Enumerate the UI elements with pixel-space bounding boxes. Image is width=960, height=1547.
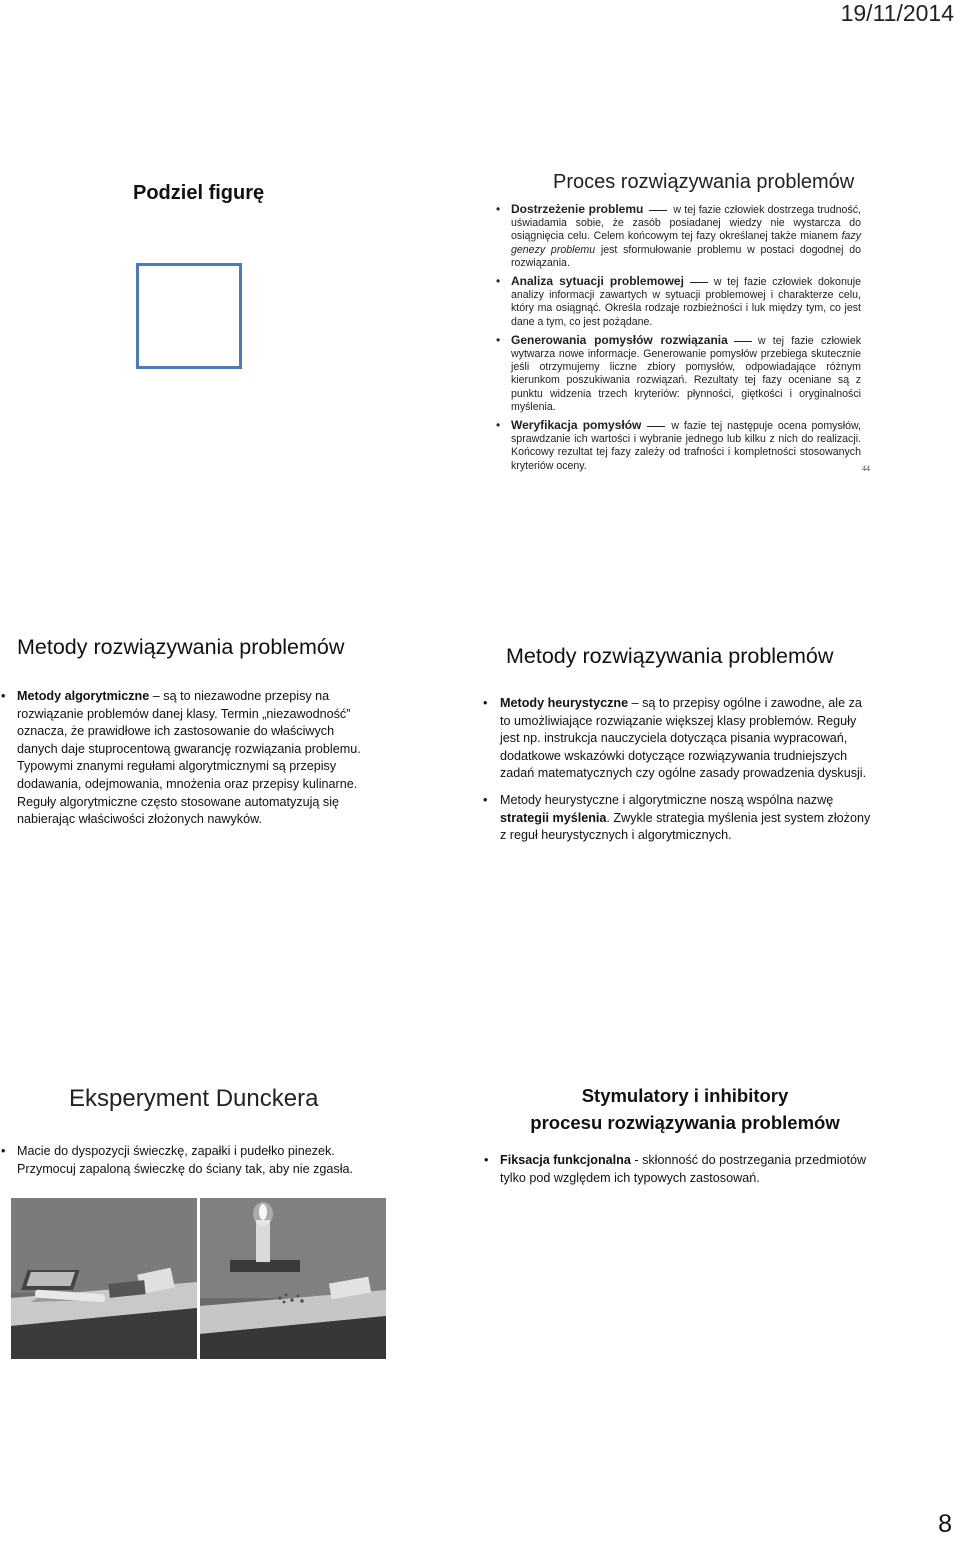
slide5-title-line1: Stymulatory i inhibitory xyxy=(581,1085,789,1106)
bullet-text: w fazie tej następuje ocena pomysłów, sprawdzanie ich wartości i wybranie jednego lub kilku z nich do realizacji. Końcowy rezultat tej fazy zależy od trafności i kompletności stosowanych kryteriów oceny. xyxy=(511,420,862,472)
list-item xyxy=(493,203,861,270)
bullet-text: – są to niezawodne przepisy na rozwiązanie problemów danej klasy. Termin „niezawodność” oznacza, że prawidłowe ich zastosowanie do właściwych danych daje stuprocentową gwarancję rozwiązania problemu. Typowymi znanymi regułami algorytmicznymi są przepisy dodawania, odejmowania, mnożenia oraz przepisy kulinarne. Reguły algorytmiczne często stosowane automatyzują się nabierając właściwości złożonych nawyków. xyxy=(17,689,361,827)
slide5-bullet-list xyxy=(484,1152,884,1187)
slide3-bullet-list xyxy=(483,695,875,854)
list-item xyxy=(484,1152,884,1187)
list-item xyxy=(493,275,861,329)
bullet-term: Weryfikacja pomysłów xyxy=(511,418,642,433)
dash-line xyxy=(734,341,752,342)
list-item xyxy=(0,688,365,829)
bullet-text: w tej fazie człowiek wytwarza nowe informacje. Generowanie pomysłów przebiega skutecznie jeśli otrzymujemy liczne zbiory pomysłów, odpowiadające różnym kierunkom poszukiwania rozwiązań. Rezultaty tej fazy oceniane są z punktu widzenia trzech kryteriów: płynności, giętkości i oryginalności myślenia. xyxy=(511,334,862,413)
slide1-bullet-list xyxy=(493,203,861,478)
bullet-italic: fazy genezy problemu xyxy=(511,230,861,256)
list-item xyxy=(0,1143,380,1178)
bullet-text: w tej fazie człowiek dostrzega trudność, uświadamia sobie, że zasób posiadanej wiedzy nie wystarcza do osiągnięcia celu. Celem końcowym tej fazy określanej także mianem xyxy=(511,204,861,243)
slide5-title-line2: procesu rozwiązywania problemów xyxy=(530,1112,840,1133)
bullet-term: Generowania pomysłów rozwiązania xyxy=(511,332,728,347)
dash-line xyxy=(647,426,665,427)
list-item xyxy=(483,792,875,845)
page-number: 8 xyxy=(938,1510,952,1538)
slide3-title: Metody rozwiązywania problemów xyxy=(506,644,834,668)
slide-number: 44 xyxy=(862,464,870,473)
bullet-term: Fiksacja funkcjonalna xyxy=(500,1153,631,1167)
slide1-left-title: Podziel figurę xyxy=(133,182,265,204)
bullet-text: jest sformułowanie problemu w postaci dogodnej do rozwiązania. xyxy=(511,243,861,269)
slide1-title: Proces rozwiązywania problemów xyxy=(553,171,855,193)
candle-problem-solution-image xyxy=(200,1198,386,1359)
slide2-bullet-list xyxy=(0,688,365,829)
bullet-text: - skłonność do postrzegania przedmiotów tylko pod względem ich typowych zastosowań. xyxy=(500,1153,867,1185)
bullet-text: Macie do dyspozycji świeczkę, zapałki i pudełko pinezek. Przymocuj zapaloną świeczkę do ściany tak, aby nie zgasła. xyxy=(17,1144,353,1176)
bullet-term: Metody heurystyczne xyxy=(500,696,629,710)
square-figure xyxy=(136,263,242,369)
dash-line xyxy=(649,210,667,211)
dash-line xyxy=(690,282,708,283)
slide4-bullet-list xyxy=(0,1143,380,1178)
list-item xyxy=(483,695,875,783)
bullet-text: w tej fazie człowiek dokonuje analizy informacji zawartych w sytuacji problemowej i charakterze celu, który ma osiągnąć. Określa rodzaje rozbieżności i luk między tym, co jest dane a tym, co jest pożądane. xyxy=(511,276,861,328)
slide2-title: Metody rozwiązywania problemów xyxy=(17,635,345,659)
bullet-text: . Zwykle strategia myślenia jest system złożony z reguł heurystycznych i algorytmicznych. xyxy=(500,810,871,843)
bullet-term: Analiza sytuacji problemowej xyxy=(511,274,684,289)
list-item xyxy=(493,419,861,473)
slide5-title xyxy=(470,1082,900,1136)
bullet-text: – są to przepisy ogólne i zawodne, ale za to umożliwiające rozwiązanie większej klasy problemów. Reguły jest np. instrukcja nauczyciela dotycząca pisania wypracowań, dodatkowe wskazówki dotyczące rozwiązywania trudniejszych zadań matematycznych czy ogólne zasady prowadzenia dyskusji. xyxy=(500,696,867,781)
bullet-term: Metody algorytmiczne xyxy=(17,689,150,703)
list-item xyxy=(493,334,861,414)
candle-problem-setup-image xyxy=(11,1198,197,1359)
bullet-text: Metody heurystyczne i algorytmiczne noszą wspólna nazwę xyxy=(500,792,834,807)
bullet-term: strategii myślenia xyxy=(500,810,607,825)
bullet-term: Dostrzeżenie problemu xyxy=(511,202,644,216)
page-date: 19/11/2014 xyxy=(840,0,954,26)
slide4-title: Eksperyment Dunckera xyxy=(69,1085,319,1112)
